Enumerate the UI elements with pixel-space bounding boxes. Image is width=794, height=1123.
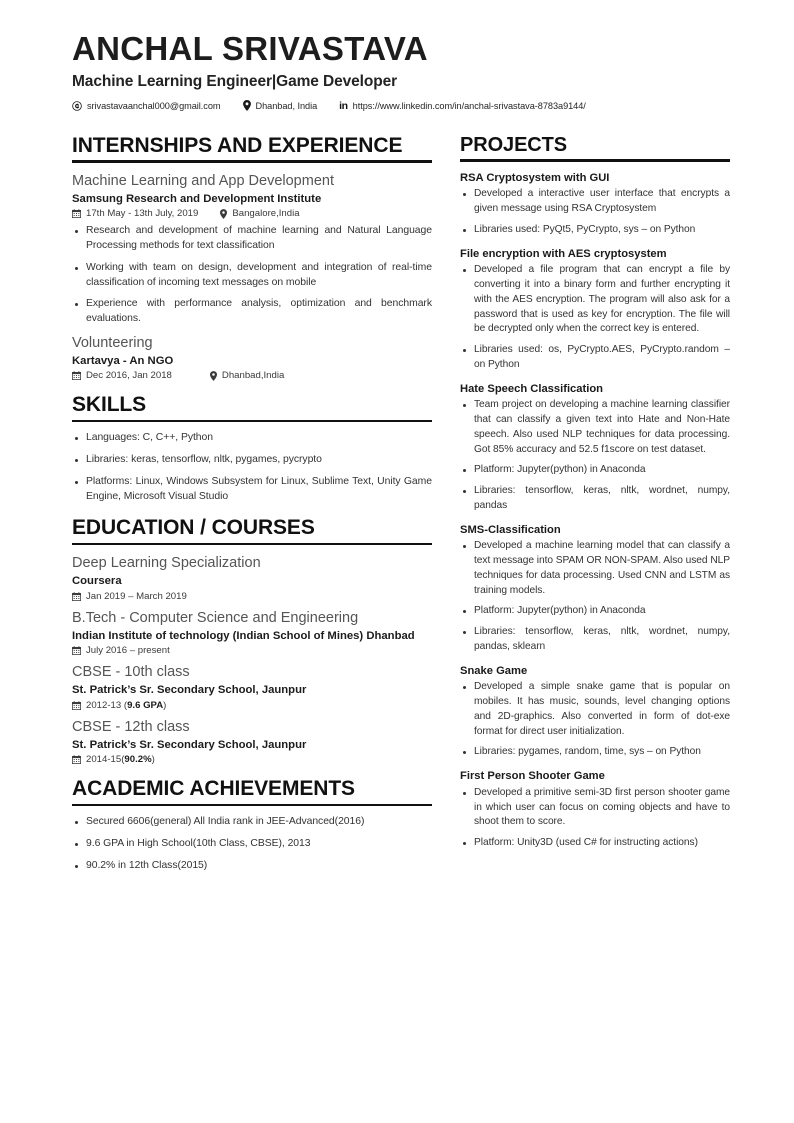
experience-entry	[72, 334, 432, 382]
list-item: Developed a file program that can encrypt a file by converting it into a binary form and further encrypting it with the AES encryption. The program will also ask for a password that is used as key for encryption. The file will be decrypted only when the correct key is entered.	[460, 263, 730, 337]
education-degree: Deep Learning Specialization	[72, 555, 261, 572]
education-meta	[72, 700, 432, 711]
calendar-icon	[72, 209, 81, 218]
project-title: First Person Shooter Game	[460, 770, 605, 783]
experience-location	[210, 370, 284, 381]
section-divider	[72, 804, 432, 806]
list-item: Libraries: keras, tensorflow, nltk, pygames, pycrypto	[72, 453, 432, 468]
education-date	[72, 754, 155, 765]
list-item: Developed a primitive semi-3D first person shooter game in which user can focus on coming objects and have to shoot them to score.	[460, 786, 730, 830]
section-divider	[460, 159, 730, 161]
project-bullet-list	[460, 786, 730, 851]
section-divider	[72, 420, 432, 422]
section-heading-projects: PROJECTS	[460, 133, 568, 156]
experience-role: Volunteering	[72, 334, 153, 351]
contact-row	[72, 100, 730, 112]
project-bullet-list	[460, 263, 730, 372]
education-degree: CBSE - 12th class	[72, 718, 190, 735]
experience-location-text: Bangalore,India	[232, 208, 300, 220]
location-pin-icon	[220, 209, 227, 219]
education-date	[72, 700, 166, 711]
experience-meta	[72, 208, 432, 219]
education-date-suffix: )	[163, 699, 167, 711]
section-heading-achievements: ACADEMIC ACHIEVEMENTS	[72, 777, 355, 801]
list-item: Platform: Jupyter(python) in Anaconda	[460, 463, 730, 478]
education-meta	[72, 754, 432, 765]
section-heading-education: EDUCATION / COURSES	[72, 516, 315, 540]
calendar-icon	[72, 701, 81, 710]
project-bullet-list	[460, 187, 730, 237]
list-item: Developed a interactive user interface that encrypts a given message using RSA Cryptosystem	[460, 187, 730, 217]
education-score: 9.6 GPA	[127, 699, 164, 711]
list-item: Platform: Unity3D (used C# for instructing actions)	[460, 836, 730, 851]
education-institution: St. Patrick’s Sr. Secondary School, Jaunpur	[72, 684, 307, 697]
project-title: Hate Speech Classification	[460, 382, 604, 395]
education-date	[72, 591, 187, 602]
email-icon	[72, 101, 82, 111]
project-title: RSA Cryptosystem with GUI	[460, 171, 610, 184]
experience-location-text: Dhanbad,India	[221, 370, 285, 382]
project-entry	[460, 664, 730, 760]
education-meta	[72, 591, 432, 602]
experience-role: Machine Learning and App Development	[72, 172, 334, 189]
section-heading-experience: INTERNSHIPS AND EXPERIENCE	[72, 133, 403, 157]
section-education	[72, 516, 432, 765]
project-title: File encryption with AES cryptosystem	[460, 247, 667, 260]
project-entry	[460, 171, 730, 238]
list-item: 90.2% in 12th Class(2015)	[72, 859, 432, 874]
list-item: Languages: C, C++, Python	[72, 431, 432, 446]
project-entry	[460, 247, 730, 373]
calendar-icon	[72, 755, 81, 764]
list-item: Libraries: pygames, random, time, sys – on Python	[460, 745, 730, 760]
experience-bullet-list	[72, 224, 432, 327]
project-bullet-list	[460, 680, 730, 760]
section-divider	[72, 160, 432, 162]
list-item: Libraries used: os, PyCrypto.AES, PyCrypto.random – on Python	[460, 343, 730, 373]
candidate-tagline: Machine Learning Engineer|Game Developer	[72, 72, 398, 90]
calendar-icon	[72, 592, 81, 601]
list-item: Experience with performance analysis, optimization and benchmark evaluations.	[72, 297, 432, 327]
experience-date-text: Dec 2016, Jan 2018	[86, 370, 172, 382]
column-gap	[432, 134, 460, 886]
list-item: Research and development of machine learning and Natural Language Processing methods for text classification	[72, 224, 432, 254]
list-item: Team project on developing a machine learning classifier that can classify a given text into Hate and Non-Hate speech. Also used NLP techniques for data processing. Got 85% accuracy and 52.5 f1score on test dataset.	[460, 398, 730, 457]
achievements-list	[72, 815, 432, 873]
project-title: SMS-Classification	[460, 523, 561, 536]
experience-location	[220, 208, 299, 219]
calendar-icon	[72, 646, 81, 655]
education-date-text: Jan 2019 – March 2019	[86, 590, 187, 602]
experience-entry	[72, 172, 432, 327]
education-date	[72, 645, 170, 656]
contact-email-text: srivastavaanchal000@gmail.com	[87, 100, 221, 111]
education-entry	[72, 718, 432, 766]
section-skills	[72, 393, 432, 504]
section-experience	[72, 134, 432, 382]
list-item: 9.6 GPA in High School(10th Class, CBSE), 2013	[72, 837, 432, 852]
experience-date	[72, 208, 198, 219]
project-entry	[460, 769, 730, 851]
section-divider	[72, 543, 432, 545]
education-entry	[72, 554, 432, 602]
education-score: 90.2%	[124, 754, 152, 766]
experience-meta	[72, 370, 432, 381]
experience-date	[72, 370, 172, 381]
experience-company: Samsung Research and Development Institute	[72, 192, 322, 205]
project-entry	[460, 382, 730, 514]
resume-body	[72, 134, 730, 886]
project-title: Snake Game	[460, 664, 528, 677]
experience-company: Kartavya - An NGO	[72, 354, 174, 367]
education-entry	[72, 609, 432, 657]
contact-location-text: Dhanbad, India	[255, 100, 318, 111]
education-degree: CBSE - 10th class	[72, 664, 190, 681]
contact-linkedin[interactable]	[339, 100, 586, 112]
list-item: Secured 6606(general) All India rank in JEE-Advanced(2016)	[72, 815, 432, 830]
linkedin-icon: in	[339, 99, 348, 112]
list-item: Developed a machine learning model that can classify a text message into SPAM OR NON-SPAM. Also used NLP techniques for data processing. Used CNN and LSTM as training models.	[460, 539, 730, 598]
list-item: Working with team on design, development and integration of real-time classification of incoming text messages on mobile	[72, 261, 432, 291]
list-item: Platform: Jupyter(python) in Anaconda	[460, 604, 730, 619]
list-item: Libraries: tensorflow, keras, nltk, wordnet, numpy, pandas, sklearn	[460, 625, 730, 655]
right-column	[460, 134, 730, 886]
location-pin-icon	[243, 100, 251, 111]
contact-location	[243, 100, 318, 111]
project-bullet-list	[460, 539, 730, 654]
project-bullet-list	[460, 398, 730, 513]
education-meta	[72, 645, 432, 656]
education-date-text: 2014-15(	[86, 754, 125, 766]
education-date-text: 2012-13 (	[86, 699, 128, 711]
contact-linkedin-text: https://www.linkedin.com/in/anchal-srivastava-8783a9144/	[352, 100, 586, 111]
location-pin-icon	[210, 371, 217, 381]
list-item: Developed a simple snake game that is popular on mobiles. It has music, sounds, level changing options and 2D-graphics. Also converted in form of dot-exe format for direct user initialization.	[460, 680, 730, 739]
education-date-text: July 2016 – present	[86, 645, 170, 657]
education-degree: B.Tech - Computer Science and Engineering	[72, 609, 359, 626]
education-date-suffix: )	[151, 754, 155, 766]
education-institution: Indian Institute of technology (Indian School of Mines) Dhanbad	[72, 629, 415, 642]
experience-date-text: 17th May - 13th July, 2019	[86, 208, 199, 220]
resume-header	[72, 30, 730, 116]
list-item: Platforms: Linux, Windows Subsystem for Linux, Sublime Text, Unity Game Engine, Microsoft Visual Studio	[72, 475, 432, 505]
list-item: Libraries used: PyQt5, PyCrypto, sys – on Python	[460, 223, 730, 238]
candidate-name: ANCHAL SRIVASTAVA	[72, 30, 428, 67]
education-institution: Coursera	[72, 575, 122, 588]
list-item: Libraries: tensorflow, keras, nltk, wordnet, numpy, pandas	[460, 484, 730, 514]
education-institution: St. Patrick’s Sr. Secondary School, Jaunpur	[72, 738, 307, 751]
contact-email[interactable]	[72, 101, 221, 111]
education-entry	[72, 663, 432, 711]
skills-list	[72, 431, 432, 504]
section-achievements	[72, 777, 432, 873]
section-projects	[460, 134, 730, 851]
project-entry	[460, 523, 730, 655]
left-column	[72, 134, 432, 886]
section-heading-skills: SKILLS	[72, 393, 147, 417]
calendar-icon	[72, 371, 81, 380]
